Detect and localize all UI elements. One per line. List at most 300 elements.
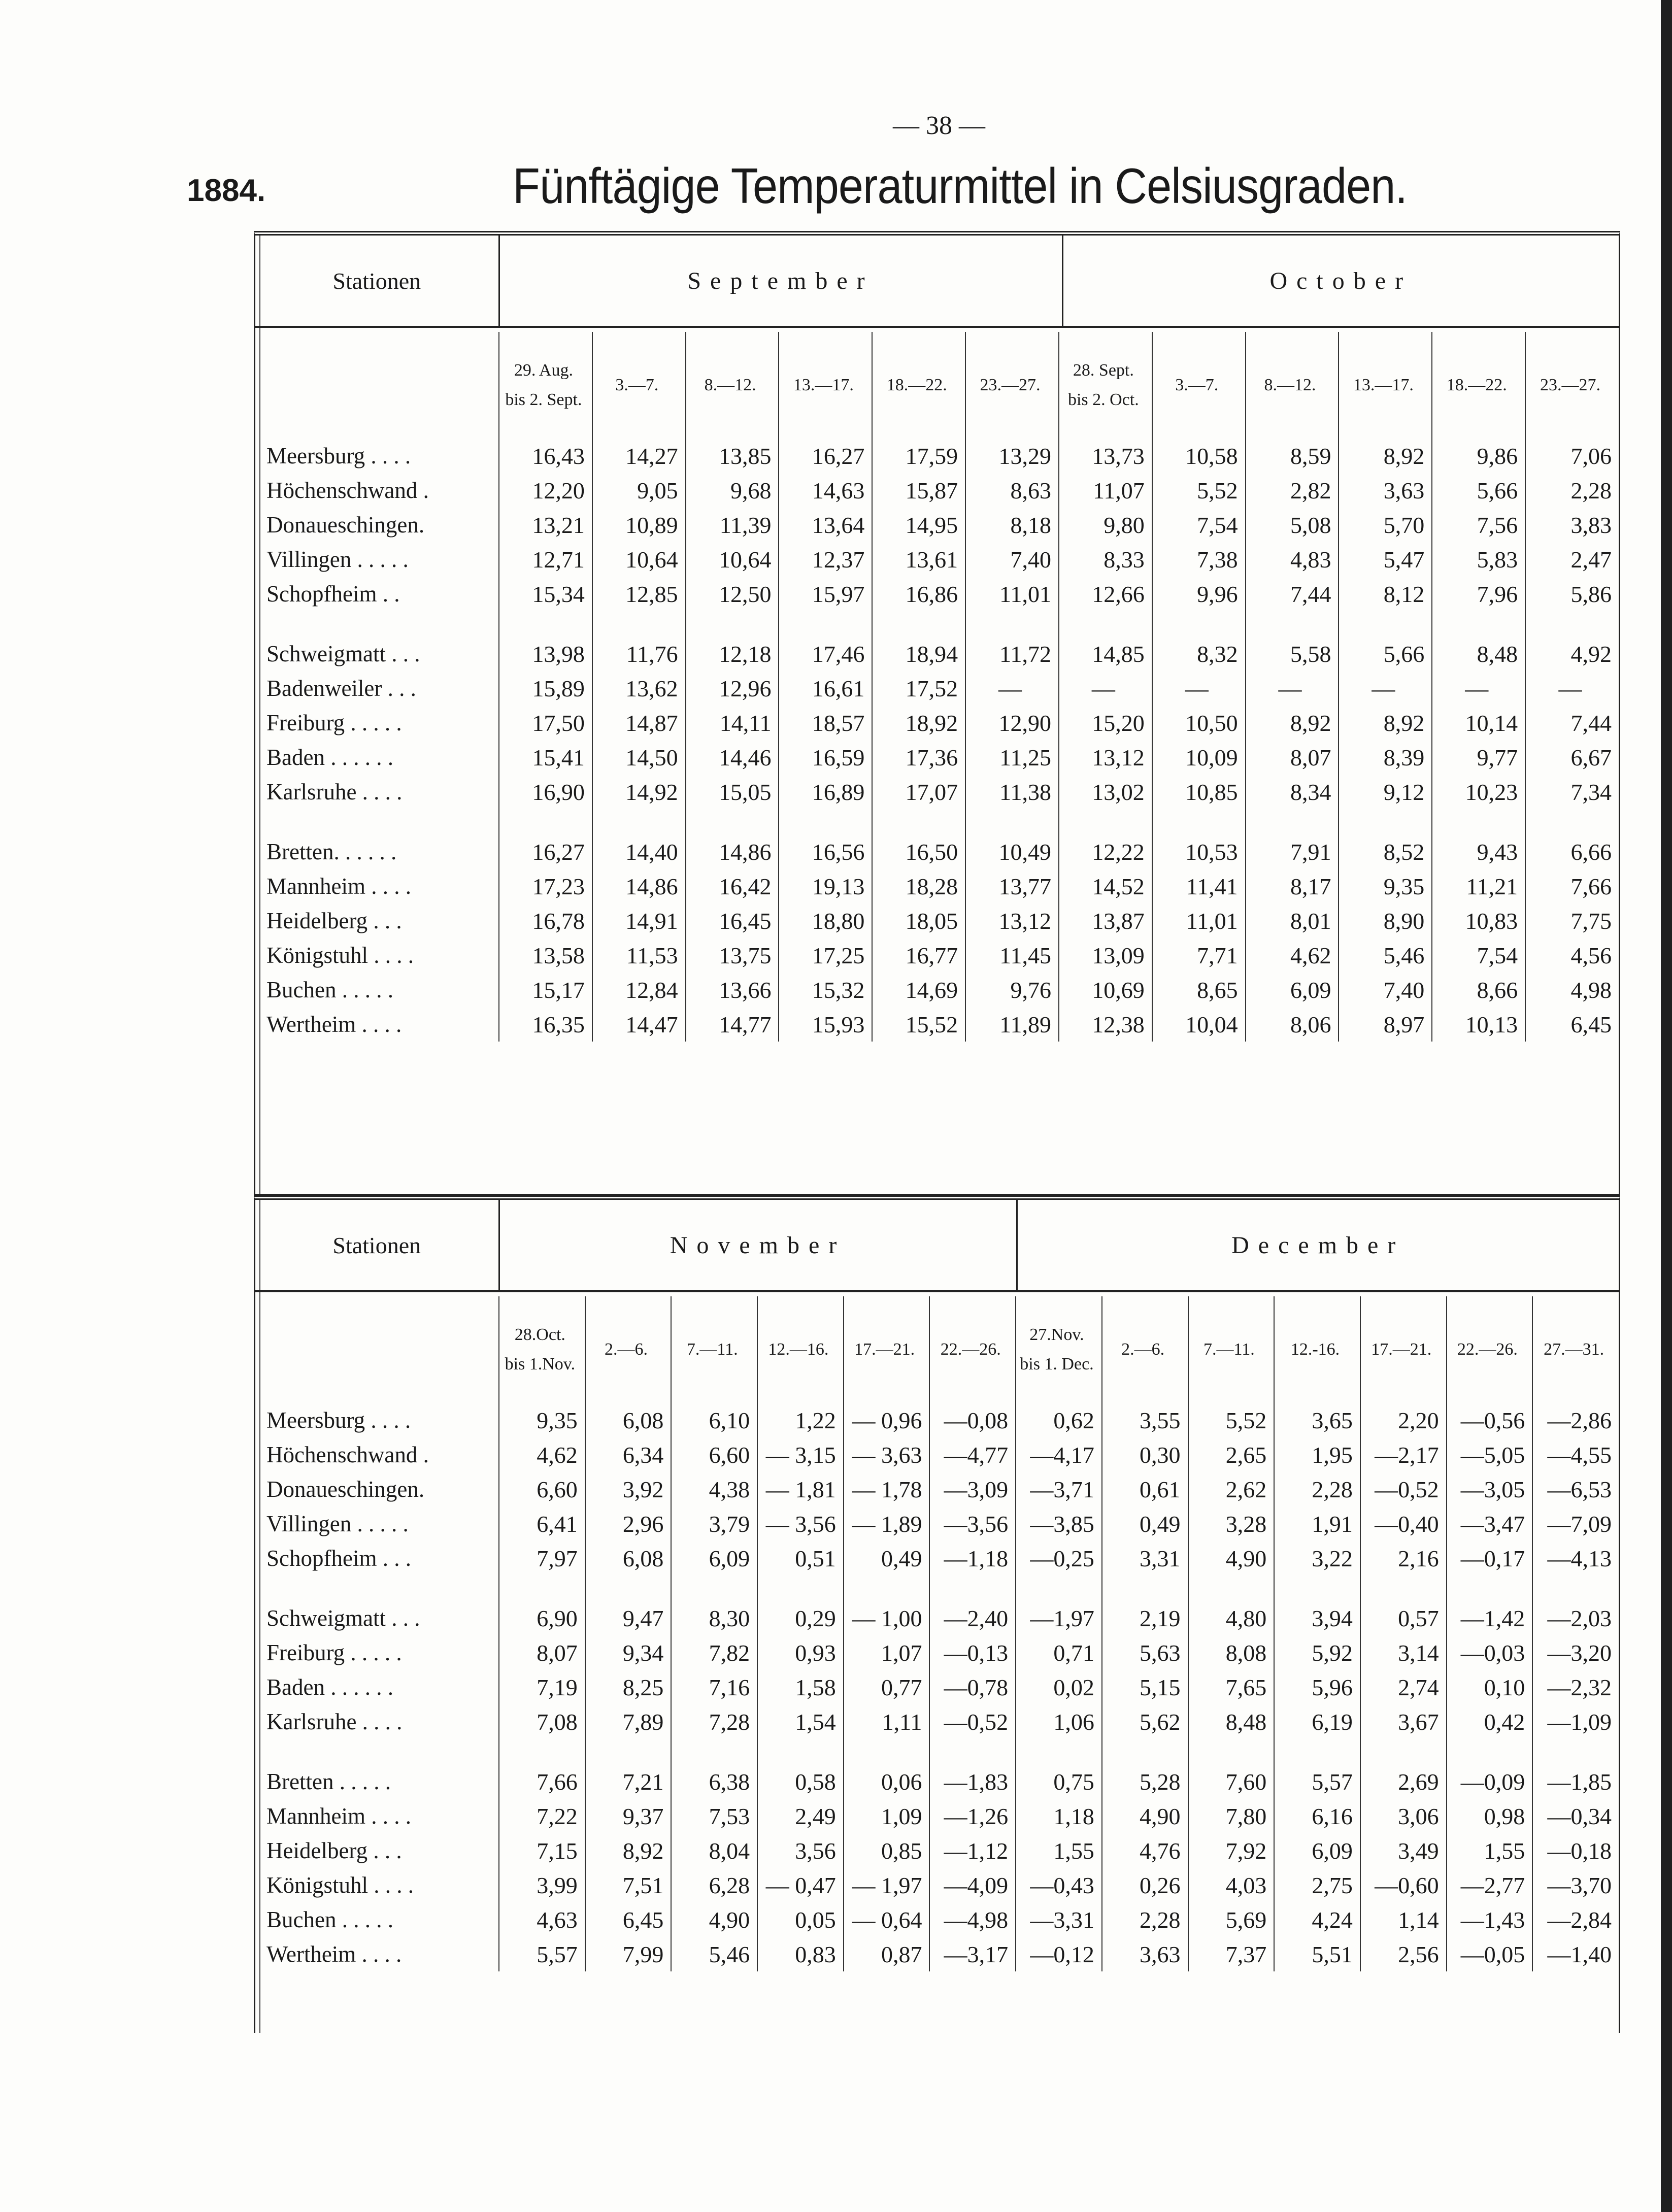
temperature-value: 0,49 — [1102, 1506, 1188, 1541]
temperature-value: —0,05 — [1447, 1937, 1533, 1971]
temperature-value: 8,90 — [1339, 903, 1432, 938]
temperature-value: 11,21 — [1432, 869, 1525, 903]
temperature-value: 8,30 — [671, 1601, 757, 1635]
temperature-value: 11,01 — [1152, 903, 1246, 938]
temperature-value: 1,09 — [844, 1799, 930, 1833]
temperature-value: 5,57 — [499, 1937, 585, 1971]
temperature-value: 3,63 — [1102, 1937, 1188, 1971]
temperature-value: 12,20 — [499, 473, 592, 508]
temperature-value: 8,92 — [1339, 706, 1432, 740]
temperature-value: 8,06 — [1246, 1007, 1339, 1042]
table-row — [255, 1799, 1619, 1833]
binding-edge — [1661, 0, 1672, 2212]
temperature-value: —3,31 — [1016, 1902, 1102, 1937]
temperature-value: 6,28 — [671, 1868, 757, 1902]
temperature-value: 9,96 — [1152, 577, 1246, 611]
temperature-value: 8,39 — [1339, 740, 1432, 775]
temperature-value: 0,93 — [757, 1635, 844, 1670]
period-header: 8.—12. — [686, 332, 779, 439]
temperature-value: 3,79 — [671, 1506, 757, 1541]
temperature-value: 8,08 — [1188, 1635, 1275, 1670]
temperature-value: 5,52 — [1152, 473, 1246, 508]
temperature-value: 0,51 — [757, 1541, 844, 1576]
temperature-value: 7,66 — [499, 1764, 585, 1799]
temperature-value: 11,07 — [1059, 473, 1152, 508]
temperature-value: 6,10 — [671, 1403, 757, 1437]
station-name: Schweigmatt . . . — [266, 1605, 420, 1631]
station-name: Villingen . . . . . — [266, 1511, 409, 1536]
temperature-value: 13,21 — [499, 508, 592, 542]
temperature-value: 7,56 — [1432, 508, 1525, 542]
temperature-value: 16,86 — [872, 577, 965, 611]
temperature-value: 5,52 — [1188, 1403, 1275, 1437]
temperature-value: 7,22 — [499, 1799, 585, 1833]
temperature-value: 4,92 — [1525, 636, 1619, 671]
period-header: 3.—7. — [592, 332, 686, 439]
temperature-value: 7,15 — [499, 1833, 585, 1868]
temperature-value: 5,83 — [1432, 542, 1525, 577]
temperature-value: 7,21 — [585, 1764, 672, 1799]
table-row — [255, 903, 1619, 938]
temperature-value: 3,22 — [1274, 1541, 1360, 1576]
temperature-value: 5,62 — [1102, 1704, 1188, 1739]
month-header-october: October — [1062, 236, 1619, 327]
temperature-value: 1,91 — [1274, 1506, 1360, 1541]
temperature-value: 16,90 — [499, 775, 592, 809]
temperature-value: 7,66 — [1525, 869, 1619, 903]
table-row — [255, 1437, 1619, 1472]
temperature-value: 7,75 — [1525, 903, 1619, 938]
temperature-value: 0,83 — [757, 1937, 844, 1971]
temperature-value: 7,91 — [1246, 834, 1339, 869]
temperature-value: 2,96 — [585, 1506, 672, 1541]
temperature-value: 5,51 — [1274, 1937, 1360, 1971]
temperature-value: 3,63 — [1339, 473, 1432, 508]
temperature-value: 2,62 — [1188, 1472, 1275, 1506]
group-spacer — [255, 1576, 1619, 1601]
temperature-value: 16,42 — [686, 869, 779, 903]
table-row — [255, 473, 1619, 508]
temperature-value: 16,77 — [872, 938, 965, 973]
table-row — [255, 1541, 1619, 1576]
table-row — [255, 938, 1619, 973]
temperature-value: —1,40 — [1532, 1937, 1619, 1971]
temperature-value: 14,87 — [592, 706, 686, 740]
temperature-value: 4,90 — [671, 1902, 757, 1937]
temperature-value: 0,05 — [757, 1902, 844, 1937]
temperature-value: — 3,56 — [757, 1506, 844, 1541]
station-name: Höchenschwand . — [266, 478, 429, 503]
temperature-value: 0,85 — [844, 1833, 930, 1868]
temperature-value: 6,66 — [1525, 834, 1619, 869]
temperature-value: 2,28 — [1102, 1902, 1188, 1937]
temperature-value: 10,04 — [1152, 1007, 1246, 1042]
temperature-value: 6,45 — [585, 1902, 672, 1937]
temperature-value: 3,67 — [1360, 1704, 1447, 1739]
temperature-value: 16,45 — [686, 903, 779, 938]
temperature-value: 17,52 — [872, 671, 965, 706]
page-number: — 38 — — [893, 111, 985, 140]
temperature-value: 8,92 — [585, 1833, 672, 1868]
station-name: Baden . . . . . . — [266, 745, 393, 770]
temperature-value: 7,60 — [1188, 1764, 1275, 1799]
data-table — [255, 332, 1619, 1042]
temperature-value: 1,14 — [1360, 1902, 1447, 1937]
temperature-value: 1,06 — [1016, 1704, 1102, 1739]
temperature-value: 2,69 — [1360, 1764, 1447, 1799]
temperature-value: 2,49 — [757, 1799, 844, 1833]
year-label: 1884. — [187, 173, 266, 208]
temperature-value: —4,98 — [929, 1902, 1016, 1937]
temperature-value: 11,45 — [965, 938, 1059, 973]
temperature-value: 0,30 — [1102, 1437, 1188, 1472]
temperature-value: 0,75 — [1016, 1764, 1102, 1799]
temperature-value: —0,09 — [1447, 1764, 1533, 1799]
temperature-value: —0,52 — [929, 1704, 1016, 1739]
temperature-value: 3,94 — [1274, 1601, 1360, 1635]
temperature-value: 5,66 — [1339, 636, 1432, 671]
temperature-value: 13,12 — [1059, 740, 1152, 775]
period-header: 22.—26. — [1447, 1296, 1533, 1403]
temperature-value: 0,77 — [844, 1670, 930, 1704]
temperature-value: 7,44 — [1525, 706, 1619, 740]
temperature-value: 14,40 — [592, 834, 686, 869]
temperature-value: 7,40 — [1339, 973, 1432, 1007]
temperature-value: 9,68 — [686, 473, 779, 508]
temperature-value: —4,17 — [1016, 1437, 1102, 1472]
temperature-value: 2,19 — [1102, 1601, 1188, 1635]
temperature-value: 2,28 — [1525, 473, 1619, 508]
temperature-value: 9,12 — [1339, 775, 1432, 809]
temperature-value: 13,29 — [965, 439, 1059, 473]
temperature-value: 5,28 — [1102, 1764, 1188, 1799]
period-header: 13.—17. — [779, 332, 872, 439]
temperature-value: 8,65 — [1152, 973, 1246, 1007]
station-name: Meersburg . . . . — [266, 443, 411, 468]
temperature-value: 9,35 — [1339, 869, 1432, 903]
temperature-value: — 3,15 — [757, 1437, 844, 1472]
temperature-value: 0,87 — [844, 1937, 930, 1971]
temperature-value: 12,22 — [1059, 834, 1152, 869]
table-row — [255, 1403, 1619, 1437]
temperature-value: 3,14 — [1360, 1635, 1447, 1670]
temperature-value: 3,28 — [1188, 1506, 1275, 1541]
temperature-value: 5,46 — [671, 1937, 757, 1971]
temperature-value: 4,80 — [1188, 1601, 1275, 1635]
temperature-value: 13,02 — [1059, 775, 1152, 809]
temperature-value: 15,41 — [499, 740, 592, 775]
temperature-value: —3,05 — [1447, 1472, 1533, 1506]
temperature-value: 13,61 — [872, 542, 965, 577]
temperature-value: 14,27 — [592, 439, 686, 473]
temperature-value: —0,03 — [1447, 1635, 1533, 1670]
temperature-value: 16,89 — [779, 775, 872, 809]
temperature-value: 7,54 — [1432, 938, 1525, 973]
temperature-value: 12,66 — [1059, 577, 1152, 611]
temperature-value: 17,59 — [872, 439, 965, 473]
temperature-value: 15,89 — [499, 671, 592, 706]
temperature-value: 2,82 — [1246, 473, 1339, 508]
period-header: 7.—11. — [1188, 1296, 1275, 1403]
temperature-value: 12,18 — [686, 636, 779, 671]
temperature-value: 3,99 — [499, 1868, 585, 1902]
month-header-november: November — [499, 1200, 1017, 1291]
temperature-value: 7,96 — [1432, 577, 1525, 611]
temperature-value: 7,44 — [1246, 577, 1339, 611]
page-title: Fünftägige Temperaturmittel in Celsiusgraden. — [513, 158, 1408, 214]
table-september-october — [254, 231, 1620, 1195]
station-name: Wertheim . . . . — [266, 1012, 402, 1037]
temperature-value: 7,51 — [585, 1868, 672, 1902]
table-header — [255, 1200, 1619, 1292]
temperature-value: 10,09 — [1152, 740, 1246, 775]
station-name: Höchenschwand . — [266, 1442, 429, 1467]
temperature-value: 14,92 — [592, 775, 686, 809]
station-name: Königstuhl . . . . — [266, 1872, 414, 1898]
station-name: Schopfheim . . . — [266, 1546, 411, 1571]
temperature-value: 13,66 — [686, 973, 779, 1007]
temperature-value: 5,66 — [1432, 473, 1525, 508]
period-header-row — [255, 1296, 1619, 1403]
temperature-value: 11,72 — [965, 636, 1059, 671]
stations-header: Stationen — [332, 267, 421, 294]
temperature-value: 8,07 — [499, 1635, 585, 1670]
temperature-value: 9,47 — [585, 1601, 672, 1635]
temperature-value: 14,86 — [686, 834, 779, 869]
temperature-value: 5,96 — [1274, 1670, 1360, 1704]
temperature-value: 8,34 — [1246, 775, 1339, 809]
table-body — [255, 1296, 1619, 1971]
month-header-december: December — [1017, 1200, 1619, 1291]
temperature-value: 9,43 — [1432, 834, 1525, 869]
temperature-value: 0,62 — [1016, 1403, 1102, 1437]
temperature-value: 5,69 — [1188, 1902, 1275, 1937]
temperature-value: 15,05 — [686, 775, 779, 809]
temperature-value: 0,71 — [1016, 1635, 1102, 1670]
temperature-value: 10,23 — [1432, 775, 1525, 809]
temperature-value: —2,32 — [1532, 1670, 1619, 1704]
temperature-value: 14,77 — [686, 1007, 779, 1042]
temperature-value: 7,37 — [1188, 1937, 1275, 1971]
corner-cell — [255, 1296, 499, 1403]
temperature-value: —1,42 — [1447, 1601, 1533, 1635]
temperature-value: — — [1525, 671, 1619, 706]
temperature-value: 5,47 — [1339, 542, 1432, 577]
temperature-value: 4,56 — [1525, 938, 1619, 973]
temperature-value: 8,52 — [1339, 834, 1432, 869]
temperature-value: 8,63 — [965, 473, 1059, 508]
table-row — [255, 671, 1619, 706]
station-name: Karlsruhe . . . . — [266, 779, 403, 805]
temperature-value: 8,04 — [671, 1833, 757, 1868]
temperature-value: 4,03 — [1188, 1868, 1275, 1902]
temperature-value: 8,92 — [1339, 439, 1432, 473]
temperature-value: — 1,81 — [757, 1472, 844, 1506]
temperature-value: 3,92 — [585, 1472, 672, 1506]
temperature-value: 17,25 — [779, 938, 872, 973]
temperature-value: —0,52 — [1360, 1472, 1447, 1506]
temperature-value: 6,67 — [1525, 740, 1619, 775]
temperature-value: 14,85 — [1059, 636, 1152, 671]
temperature-value: 14,69 — [872, 973, 965, 1007]
temperature-value: — 0,64 — [844, 1902, 930, 1937]
temperature-value: 15,20 — [1059, 706, 1152, 740]
station-name: Freiburg . . . . . — [266, 710, 402, 735]
temperature-value: —3,85 — [1016, 1506, 1102, 1541]
temperature-value: 7,54 — [1152, 508, 1246, 542]
temperature-value: 15,52 — [872, 1007, 965, 1042]
temperature-value: —1,18 — [929, 1541, 1016, 1576]
temperature-value: 8,18 — [965, 508, 1059, 542]
temperature-value: —0,40 — [1360, 1506, 1447, 1541]
temperature-value: 14,63 — [779, 473, 872, 508]
temperature-value: — — [1152, 671, 1246, 706]
temperature-value: 8,48 — [1188, 1704, 1275, 1739]
temperature-value: 14,52 — [1059, 869, 1152, 903]
temperature-value: 17,50 — [499, 706, 592, 740]
temperature-value: —1,85 — [1532, 1764, 1619, 1799]
station-name: Buchen . . . . . — [266, 977, 393, 1002]
table-row — [255, 973, 1619, 1007]
temperature-value: 1,55 — [1447, 1833, 1533, 1868]
temperature-value: 12,85 — [592, 577, 686, 611]
temperature-value: 3,56 — [757, 1833, 844, 1868]
temperature-value: 1,07 — [844, 1635, 930, 1670]
temperature-value: 2,47 — [1525, 542, 1619, 577]
temperature-value: 16,59 — [779, 740, 872, 775]
period-header: 12.-16. — [1274, 1296, 1360, 1403]
temperature-value: 4,90 — [1188, 1541, 1275, 1576]
temperature-value: 15,32 — [779, 973, 872, 1007]
temperature-value: 10,89 — [592, 508, 686, 542]
temperature-value: —2,03 — [1532, 1601, 1619, 1635]
temperature-value: 0,29 — [757, 1601, 844, 1635]
temperature-value: 6,60 — [499, 1472, 585, 1506]
temperature-value: 3,31 — [1102, 1541, 1188, 1576]
temperature-value: 0,02 — [1016, 1670, 1102, 1704]
temperature-value: —4,55 — [1532, 1437, 1619, 1472]
period-header: 3.—7. — [1152, 332, 1246, 439]
temperature-value: 18,94 — [872, 636, 965, 671]
temperature-value: — — [1246, 671, 1339, 706]
temperature-value: 12,71 — [499, 542, 592, 577]
period-header: 27.Nov. bis 1. Dec. — [1016, 1296, 1102, 1403]
temperature-value: 18,92 — [872, 706, 965, 740]
table-row — [255, 1635, 1619, 1670]
table-row — [255, 542, 1619, 577]
temperature-value: 8,32 — [1152, 636, 1246, 671]
period-header: 13.—17. — [1339, 332, 1432, 439]
temperature-value: 6,08 — [585, 1541, 672, 1576]
temperature-value: 2,16 — [1360, 1541, 1447, 1576]
temperature-value: 3,65 — [1274, 1403, 1360, 1437]
temperature-value: 10,64 — [686, 542, 779, 577]
temperature-value: —3,17 — [929, 1937, 1016, 1971]
temperature-value: —1,12 — [929, 1833, 1016, 1868]
temperature-value: —1,43 — [1447, 1902, 1533, 1937]
period-header: 17.—21. — [844, 1296, 930, 1403]
temperature-value: 7,38 — [1152, 542, 1246, 577]
temperature-value: —5,05 — [1447, 1437, 1533, 1472]
temperature-value: 10,83 — [1432, 903, 1525, 938]
temperature-value: — 3,63 — [844, 1437, 930, 1472]
temperature-value: 6,41 — [499, 1506, 585, 1541]
table-row — [255, 1833, 1619, 1868]
temperature-value: 4,63 — [499, 1902, 585, 1937]
table-row — [255, 1764, 1619, 1799]
temperature-value: 5,92 — [1274, 1635, 1360, 1670]
temperature-value: 7,40 — [965, 542, 1059, 577]
temperature-value: 4,38 — [671, 1472, 757, 1506]
temperature-value: 0,06 — [844, 1764, 930, 1799]
temperature-value: — 1,00 — [844, 1601, 930, 1635]
temperature-value: 11,76 — [592, 636, 686, 671]
temperature-value: 4,24 — [1274, 1902, 1360, 1937]
group-spacer — [255, 809, 1619, 834]
temperature-value: 9,77 — [1432, 740, 1525, 775]
temperature-value: 5,63 — [1102, 1635, 1188, 1670]
temperature-value: 11,89 — [965, 1007, 1059, 1042]
temperature-value: —0,43 — [1016, 1868, 1102, 1902]
temperature-value: 8,12 — [1339, 577, 1432, 611]
period-header: 28. Sept. bis 2. Oct. — [1059, 332, 1152, 439]
temperature-value: 4,62 — [1246, 938, 1339, 973]
temperature-value: 16,43 — [499, 439, 592, 473]
period-header: 7.—11. — [671, 1296, 757, 1403]
temperature-value: 8,25 — [585, 1670, 672, 1704]
temperature-value: —0,56 — [1447, 1403, 1533, 1437]
temperature-value: 7,08 — [499, 1704, 585, 1739]
temperature-value: — 1,78 — [844, 1472, 930, 1506]
temperature-value: 10,64 — [592, 542, 686, 577]
station-name: Donaueschingen. — [266, 1477, 425, 1502]
station-name: Karlsruhe . . . . — [266, 1709, 403, 1734]
temperature-value: 11,25 — [965, 740, 1059, 775]
temperature-value: 13,64 — [779, 508, 872, 542]
station-name: Schweigmatt . . . — [266, 641, 420, 666]
temperature-value: 14,86 — [592, 869, 686, 903]
temperature-value: 13,85 — [686, 439, 779, 473]
temperature-value: 0,10 — [1447, 1670, 1533, 1704]
temperature-value: 6,38 — [671, 1764, 757, 1799]
table-row — [255, 1472, 1619, 1506]
temperature-value: 8,01 — [1246, 903, 1339, 938]
temperature-value: — 0,96 — [844, 1403, 930, 1437]
corner-cell — [255, 332, 499, 439]
temperature-value: 16,50 — [872, 834, 965, 869]
temperature-value: 0,26 — [1102, 1868, 1188, 1902]
temperature-value: 7,97 — [499, 1541, 585, 1576]
temperature-value: 16,35 — [499, 1007, 592, 1042]
period-header: 29. Aug. bis 2. Sept. — [499, 332, 592, 439]
temperature-value: 19,13 — [779, 869, 872, 903]
temperature-value: —1,97 — [1016, 1601, 1102, 1635]
temperature-value: 10,85 — [1152, 775, 1246, 809]
temperature-value: 15,34 — [499, 577, 592, 611]
temperature-value: 7,82 — [671, 1635, 757, 1670]
temperature-value: 5,58 — [1246, 636, 1339, 671]
temperature-value: —0,13 — [929, 1635, 1016, 1670]
temperature-value: —2,77 — [1447, 1868, 1533, 1902]
temperature-value: — 1,89 — [844, 1506, 930, 1541]
temperature-value: 5,70 — [1339, 508, 1432, 542]
temperature-value: 4,76 — [1102, 1833, 1188, 1868]
temperature-value: 7,28 — [671, 1704, 757, 1739]
temperature-value: —4,09 — [929, 1868, 1016, 1902]
temperature-value: 11,01 — [965, 577, 1059, 611]
temperature-value: —3,71 — [1016, 1472, 1102, 1506]
station-name: Schopfheim . . — [266, 581, 400, 607]
